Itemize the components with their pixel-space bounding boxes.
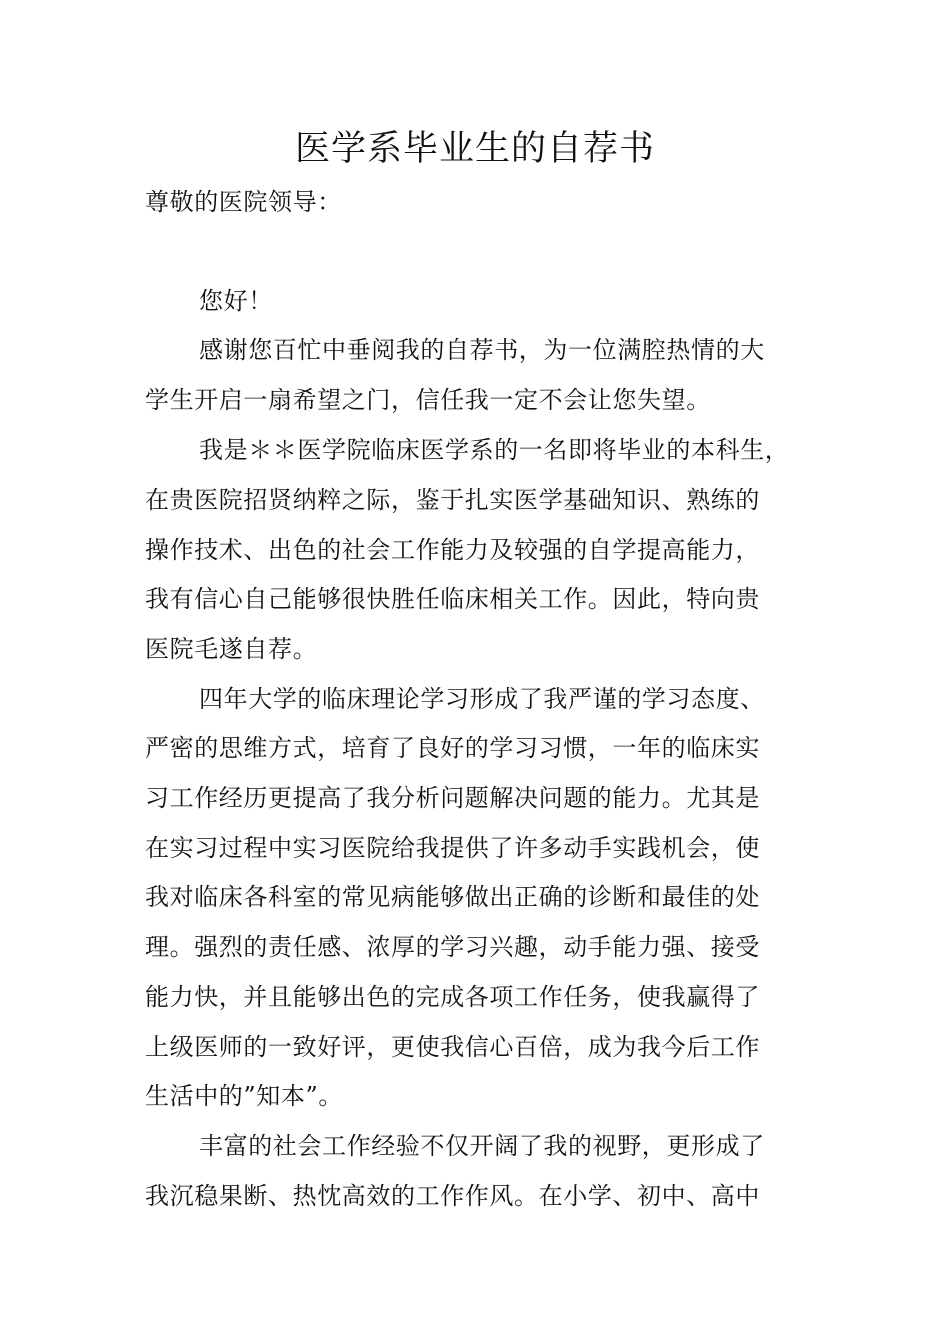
paragraph-line: 我有信心自己能够很快胜任临床相关工作。因此，特向贵 — [145, 585, 760, 613]
paragraph-line: 生活中的”知本”。 — [145, 1082, 343, 1110]
paragraph-line: 四年大学的临床理论学习形成了我严谨的学习态度、 — [199, 685, 765, 713]
paragraph-line: 能力快，并且能够出色的完成各项工作任务，使我赢得了 — [145, 983, 760, 1011]
paragraph-line: 在贵医院招贤纳粹之际，鉴于扎实医学基础知识、熟练的 — [145, 486, 760, 514]
salutation: 尊敬的医院领导： — [145, 188, 342, 216]
paragraph-line: 丰富的社会工作经验不仅开阔了我的视野，更形成了 — [199, 1132, 765, 1160]
paragraph-line: 学生开启一扇希望之门，信任我一定不会让您失望。 — [145, 386, 711, 414]
paragraph-line: 上级医师的一致好评，更使我信心百倍，成为我今后工作 — [145, 1033, 760, 1061]
paragraph-line: 理。强烈的责任感、浓厚的学习兴趣，动手能力强、接受 — [145, 933, 760, 961]
paragraph-line: 我是＊＊医学院临床医学系的一名即将毕业的本科生， — [199, 436, 790, 464]
paragraph-line: 操作技术、出色的社会工作能力及较强的自学提高能力， — [145, 536, 760, 564]
paragraph-line: 我对临床各科室的常见病能够做出正确的诊断和最佳的处 — [145, 883, 760, 911]
paragraph-line: 我沉稳果断、热忱高效的工作作风。在小学、初中、高中 — [145, 1182, 760, 1210]
paragraph-line: 医院毛遂自荐。 — [145, 635, 318, 663]
document-title: 医学系毕业生的自荐书 — [294, 129, 655, 169]
paragraph-line: 在实习过程中实习医院给我提供了许多动手实践机会，使 — [145, 834, 760, 862]
paragraph-line: 严密的思维方式，培育了良好的学习习惯，一年的临床实 — [145, 734, 760, 762]
paragraph-line: 感谢您百忙中垂阅我的自荐书，为一位满腔热情的大 — [199, 336, 765, 364]
greeting: 您好！ — [199, 287, 273, 315]
paragraph-line: 习工作经历更提高了我分析问题解决问题的能力。尤其是 — [145, 784, 760, 812]
